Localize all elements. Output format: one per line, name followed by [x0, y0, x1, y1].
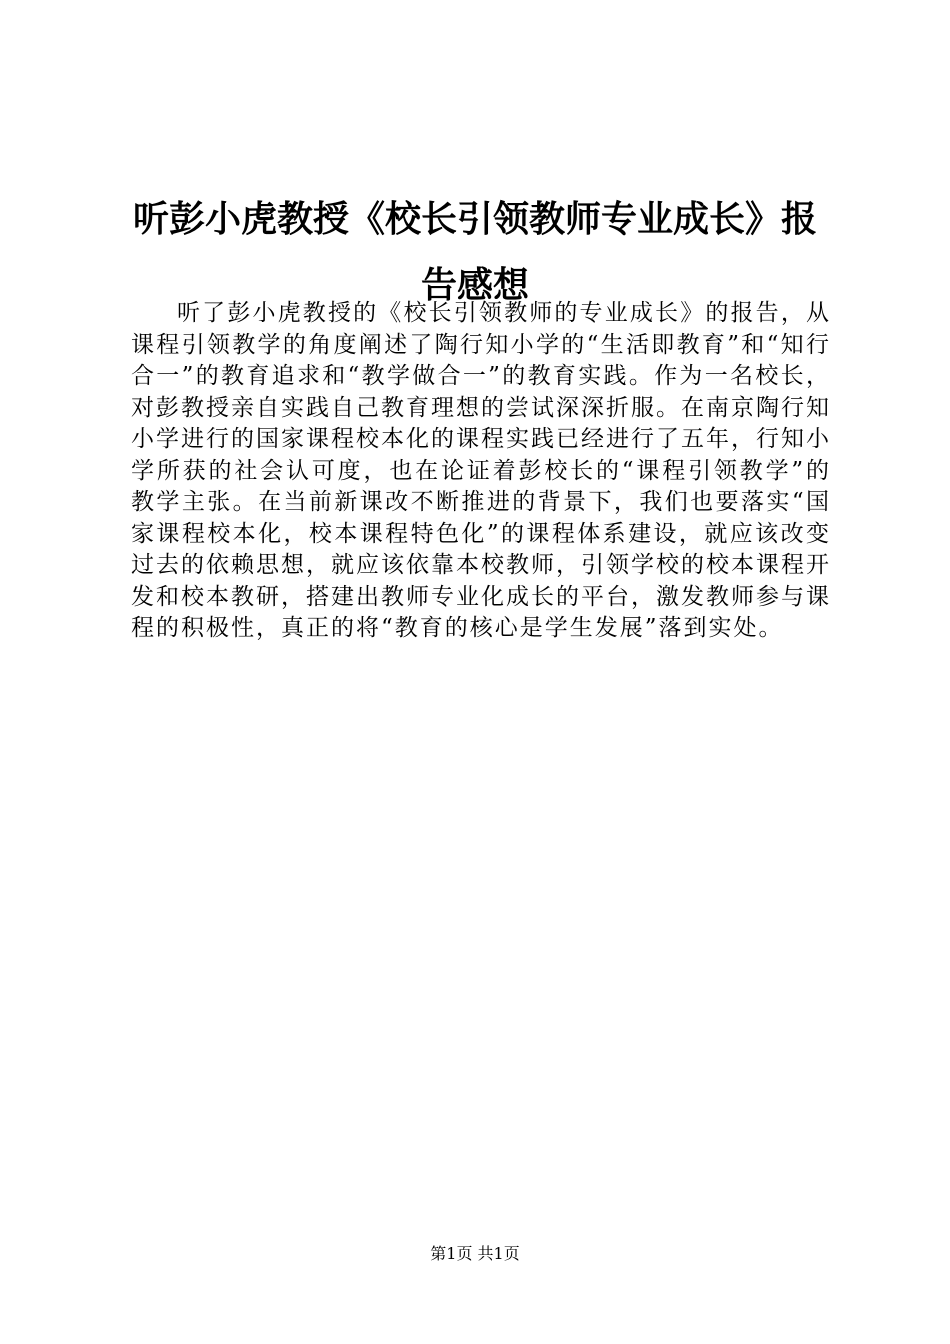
document-title: 听彭小虎教授《校长引领教师专业成长》报告感想 — [132, 198, 817, 306]
page-number-footer: 第1页 共1页 — [430, 1244, 520, 1263]
body-paragraph: 听了彭小虎教授的《校长引领教师的专业成长》的报告，从课程引领教学的角度阐述了陶行知小学的“生活即教育”和“知行合一”的教育追求和“教学做合一”的教育实践。作为一名校长，对彭教授亲自实践自己教育理想的尝试深深折服。在南京陶行知小学进行的国家课程校本化的课程实践已经进行了五年，行知小学所获的社会认可度，也在论证着彭校长的“课程引领教学”的教学主张。在当前新课改不断推进的背景下，我们也要落实“国家课程校本化，校本课程特色化”的课程体系建设，就应该改变过去的依赖思想，就应该依靠本校教师，引领学校的校本课程开发和校本教研，搭建出教师专业化成长的平台，激发教师参与课程的积极性，真正的将“教育的核心是学生发展”落到实处。 — [131, 300, 831, 641]
